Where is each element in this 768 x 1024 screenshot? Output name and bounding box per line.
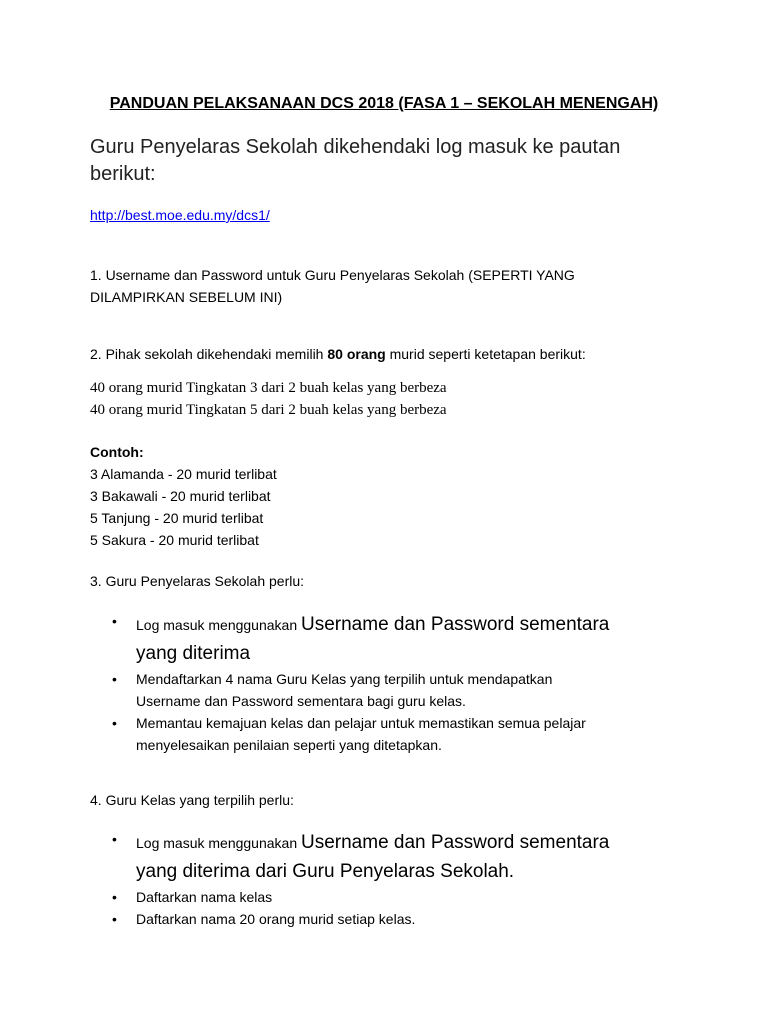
step-2-bold: 80 orang (327, 346, 386, 362)
bullet-icon: • (112, 715, 117, 731)
list-item (112, 828, 672, 886)
example-item: 3 Bakawali - 20 murid terlibat (90, 488, 271, 504)
bullet-text: Daftarkan nama kelas (136, 889, 273, 905)
example-item: 3 Alamanda - 20 murid terlibat (90, 466, 277, 482)
example-item: 5 Tanjung - 20 murid terlibat (90, 510, 264, 526)
dcs-link[interactable]: http://best.moe.edu.my/dcs1/ (90, 207, 270, 223)
bullet-text: Username dan Password sementara bagi guru kelas. (136, 693, 466, 709)
bullet-icon: • (112, 889, 117, 905)
intro-text: Guru Penyelaras Sekolah dikehendaki log masuk ke pautan berikut: (90, 136, 621, 185)
bullet-icon: • (112, 911, 117, 927)
bullet-text: Daftarkan nama 20 orang murid setiap kelas. (136, 911, 416, 927)
criteria-item: 40 orang murid Tingkatan 5 dari 2 buah kelas yang berbeza (90, 402, 447, 418)
step-1-line-1: 1. Username dan Password untuk Guru Penyelaras Sekolah (SEPERTI YANG (90, 267, 575, 283)
list-item (112, 668, 672, 712)
list-item (112, 886, 672, 908)
step-4-heading: 4. Guru Kelas yang terpilih perlu: (90, 792, 294, 808)
list-item (112, 610, 672, 668)
step-2-prefix: 2. Pihak sekolah dikehendaki memilih (90, 346, 328, 362)
step-4-bullet-list (112, 828, 672, 930)
bullet-icon: • (112, 671, 117, 687)
bullet-big-text-line-2: yang diterima (136, 643, 251, 664)
bullet-big-text: Username dan Password sementara (301, 832, 610, 853)
bullet-icon: • (112, 613, 117, 629)
bullet-text: Memantau kemajuan kelas dan pelajar untuk memastikan semua pelajar (136, 715, 586, 731)
step-3-heading: 3. Guru Penyelaras Sekolah perlu: (90, 573, 305, 589)
bullet-small-text: Log masuk menggunakan (136, 617, 301, 633)
bullet-big-text: Username dan Password sementara (301, 614, 610, 635)
criteria-list (90, 377, 690, 421)
example-item: 5 Sakura - 20 murid terlibat (90, 532, 259, 548)
bullet-text: Mendaftarkan 4 nama Guru Kelas yang terpilih untuk mendapatkan (136, 671, 553, 687)
list-item (112, 908, 672, 930)
bullet-big-text-line-2: yang diterima dari Guru Penyelaras Sekolah. (136, 861, 515, 882)
bullet-text: menyelesaikan penilaian seperti yang ditetapkan. (136, 737, 442, 753)
criteria-item: 40 orang murid Tingkatan 3 dari 2 buah kelas yang berbeza (90, 380, 447, 396)
bullet-icon: • (112, 831, 117, 847)
step-2 (90, 343, 690, 365)
step-1-line-2: DILAMPIRKAN SEBELUM INI) (90, 289, 283, 305)
list-item (112, 712, 672, 756)
example-block (90, 441, 690, 551)
bullet-small-text: Log masuk menggunakan (136, 835, 301, 851)
step-1 (90, 264, 690, 308)
example-label: Contoh: (90, 444, 144, 460)
step-2-suffix: murid seperti ketetapan berikut: (385, 346, 586, 362)
page-title: PANDUAN PELAKSANAAN DCS 2018 (FASA 1 – SEKOLAH MENENGAH) (109, 95, 659, 112)
step-3-bullet-list (112, 610, 672, 756)
